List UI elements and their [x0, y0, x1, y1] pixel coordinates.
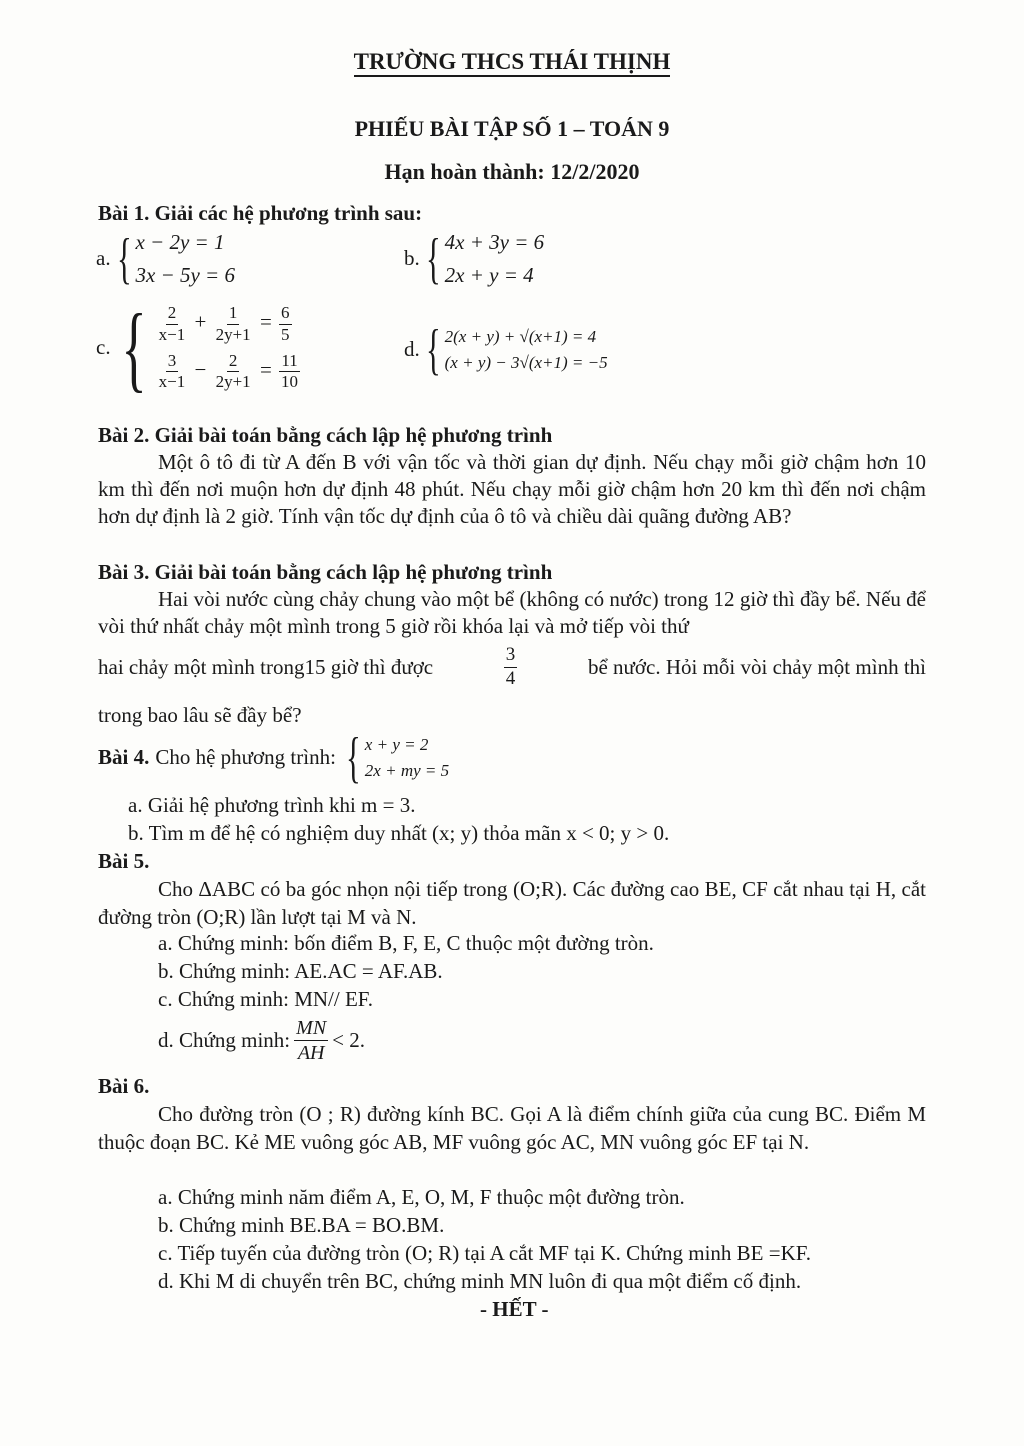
- bai1-system-a: [96, 226, 235, 291]
- bai5-text: Cho ΔABC có ba góc nhọn nội tiếp trong (O;R). Các đường cao BE, CF cắt nhau tại H, cắt đường tròn (O;R) lần lượt tại M và N.: [98, 877, 926, 929]
- bai1-system-c: [96, 294, 302, 401]
- bai3-title: Bài 3. Giải bài toán bằng cách lập hệ phương trình: [98, 560, 553, 584]
- bai3-text1: Hai vòi nước cùng chảy chung vào một bể (không có nước) trong 12 giờ thì đầy bể. Nếu để vòi thứ nhất chảy một mình trong 5 giờ rồi khóa lại và mở tiếp vòi thứ: [98, 587, 926, 638]
- bai2-title: Bài 2. Giải bài toán bằng cách lập hệ phương trình: [98, 423, 553, 447]
- end-marker: - HẾT -: [480, 1297, 549, 1321]
- bai1-a-eq2: 3x − 5y = 6: [135, 262, 235, 287]
- bai1-c-row2: $\frac{3}{x-1}$ − $\frac{2}{2y+1}$ = $\frac{11}{10}$: [158, 351, 299, 392]
- bai6-title: Bài 6.: [98, 1074, 150, 1098]
- bai1-d-label: d.: [404, 337, 420, 362]
- bai4-label: Bài 4.: [98, 745, 150, 770]
- bai5-title: Bài 5.: [98, 849, 150, 873]
- bai5-c: c. Chứng minh: MN// EF.: [158, 987, 374, 1011]
- bai5-d-prefix: d. Chứng minh:: [158, 1027, 291, 1052]
- school-name: TRƯỜNG THCS THÁI THỊNH: [0, 47, 1024, 77]
- bai1-b-label: b.: [404, 245, 420, 270]
- bai1-d-eq1: 2(x + y) + √(x+1) = 4: [444, 326, 597, 346]
- bai3-text2a: hai chảy một mình trong15 giờ thì được: [98, 654, 434, 679]
- brace-icon: {: [345, 727, 361, 789]
- bai4-intro: Cho hệ phương trình:: [155, 745, 336, 770]
- bai6-b: b. Chứng minh BE.BA = BO.BM.: [158, 1213, 445, 1237]
- bai1-system-d: [404, 319, 608, 381]
- bai5-d-suffix: < 2.: [332, 1027, 365, 1052]
- bai2-text: Một ô tô đi từ A đến B với vận tốc và thời gian dự định. Nếu chạy mỗi giờ chậm hơn 10 km thì đến nơi muộn hơn dự định 48 phút. Nếu chạy mỗi giờ chậm hơn 20 km thì đến nơi chậm hơn dự định là 2 giờ. Tính vận tốc dự định của ô tô và chiều dài quãng đường AB?: [98, 450, 926, 528]
- bai1-a-label: a.: [96, 245, 111, 270]
- bai1-title: Bài 1. Giải các hệ phương trình sau:: [98, 201, 423, 225]
- bai4-eq1: x + y = 2: [364, 734, 429, 754]
- bai5-b: b. Chứng minh: AE.AC = AF.AB.: [158, 959, 443, 983]
- bai4-eq2: 2x + my = 5: [364, 761, 450, 780]
- deadline: Hạn hoàn thành: 12/2/2020: [384, 159, 640, 184]
- bai4-header: [98, 727, 450, 789]
- brace-icon: {: [425, 227, 441, 290]
- bai3-line2: [98, 644, 926, 691]
- bai5-d: [158, 1016, 365, 1065]
- bai1-b-eq1: 4x + 3y = 6: [444, 230, 545, 254]
- bai5-d-fraction: $\frac{MN}{AH}$: [296, 1017, 327, 1064]
- bai1-d-eq2: (x + y) − 3√(x+1) = −5: [444, 353, 608, 372]
- bai1-b-eq2: 2x + y = 4: [444, 262, 534, 287]
- bai1-system-b: [404, 226, 544, 291]
- bai3-fraction: $\frac{3}{4}$: [505, 644, 516, 689]
- bai4-b: b. Tìm m để hệ có nghiệm duy nhất (x; y) thỏa mãn x < 0; y > 0.: [128, 821, 670, 845]
- bai1-c-label: c.: [96, 335, 111, 360]
- bai3-text3: trong bao lâu sẽ đầy bể?: [98, 703, 302, 727]
- bai6-a: a. Chứng minh năm điểm A, E, O, M, F thuộc một đường tròn.: [158, 1185, 685, 1209]
- bai1-c-row1: $\frac{2}{x-1}$ + $\frac{1}{2y+1}$ = $\frac{6}{5}$: [158, 303, 290, 344]
- brace-icon: {: [120, 294, 147, 401]
- bai4-a: a. Giải hệ phương trình khi m = 3.: [128, 793, 416, 817]
- bai6-text: Cho đường tròn (O ; R) đường kính BC. Gọi A là điểm chính giữa của cung BC. Điểm M thuộc đoạn BC. Kẻ ME vuông góc AB, MF vuông góc AC, MN vuông góc EF tại N.: [98, 1102, 926, 1154]
- bai3-text2b: bể nước. Hỏi mỗi vòi chảy một mình thì: [587, 654, 926, 679]
- bai5-a: a. Chứng minh: bốn điểm B, F, E, C thuộc một đường tròn.: [158, 931, 654, 955]
- bai6-d: d. Khi M di chuyển trên BC, chứng minh MN luôn đi qua một điểm cố định.: [158, 1269, 802, 1293]
- worksheet-title: PHIẾU BÀI TẬP SỐ 1 – TOÁN 9: [354, 116, 670, 141]
- brace-icon: {: [425, 319, 441, 381]
- bai6-c: c. Tiếp tuyến của đường tròn (O; R) tại A cắt MF tại K. Chứng minh BE =KF.: [158, 1241, 812, 1265]
- brace-icon: {: [116, 227, 132, 290]
- bai1-a-eq1: x − 2y = 1: [135, 230, 225, 254]
